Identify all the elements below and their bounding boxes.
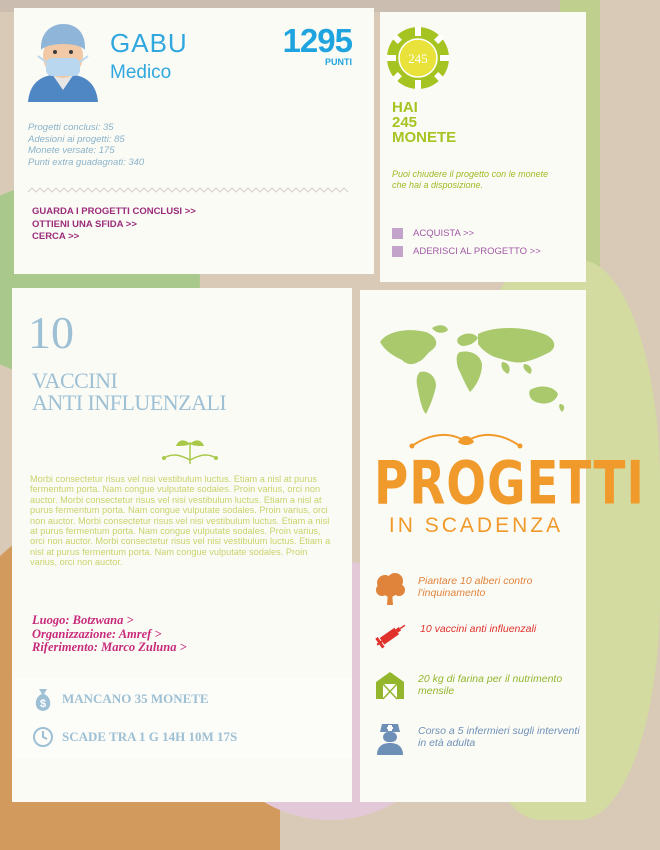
syringe-icon bbox=[374, 620, 408, 650]
coin-value: 245 bbox=[408, 51, 428, 66]
tree-icon bbox=[374, 572, 406, 606]
project-description: Morbi consectetur risus vel nisi vestibulum luctus. Etiam a nisl at purus fermentum porta. Nam congue vulputate sodales. Proin varius, orci non auctor. Morbi consectetur risus vel nisi vestibulum luctus. Etiam a nisl at purus fermentum porta. Nam congue vulputate sodales. Proin varius, orci non auctor. Morbi consectetur risus vel nisi vestibulum luctus. Etiam a nisl at purus fermentum porta. Nam congue vulputate sodales. Proin varius, orci non auctor. Morbi consectetur risus vel nisi vestibulum luctus. Etiam a nisl at purus fermentum porta. Nam congue vulputate sodales. Proin varius, orci non auctor. bbox=[30, 474, 331, 568]
buy-label: ACQUISTA >> bbox=[413, 228, 475, 239]
link-get-challenge[interactable]: OTTIENI UNA SFIDA >> bbox=[32, 218, 137, 230]
project-info bbox=[32, 614, 187, 655]
countdown-row bbox=[32, 726, 237, 748]
zigzag-divider bbox=[28, 186, 350, 194]
link-search[interactable]: CERCA >> bbox=[32, 231, 80, 242]
profile-card bbox=[14, 8, 374, 274]
money-bag-icon bbox=[32, 686, 54, 712]
expiring-projects-card bbox=[360, 290, 645, 802]
profile-links bbox=[32, 206, 196, 244]
barn-icon bbox=[374, 670, 406, 700]
reference-link[interactable]: Riferimento: Marco Zuluna > bbox=[32, 640, 187, 654]
expiring-item-text: Piantare 10 alberi contro l'inquinamento bbox=[418, 575, 533, 599]
user-name: GABU bbox=[110, 28, 188, 58]
expiring-subtitle: IN SCADENZA bbox=[388, 514, 564, 537]
link-completed-projects[interactable]: GUARDA I PROGETTI CONCLUSI >> bbox=[32, 206, 196, 217]
expiring-item-text: 10 vaccini anti influenzali bbox=[420, 623, 537, 635]
expiring-item-vaccines[interactable] bbox=[374, 620, 536, 650]
svg-text:$: $ bbox=[39, 698, 47, 710]
stat-extra-points: Punti extra guadagnati: 340 bbox=[28, 156, 145, 168]
expiring-item-text: Corso a 5 infermieri sugli interventi in età adulta bbox=[418, 725, 580, 749]
project-title-line-1: VACCINI bbox=[32, 368, 118, 393]
user-role: Medico bbox=[110, 62, 172, 83]
stat-joined: Adesioni ai progetti: 85 bbox=[28, 133, 125, 145]
expiring-item-nurses[interactable] bbox=[374, 722, 586, 756]
join-project-button[interactable] bbox=[392, 246, 541, 257]
square-bullet-icon bbox=[392, 246, 403, 257]
nurse-icon bbox=[374, 722, 406, 756]
points-label: PUNTI bbox=[325, 57, 352, 67]
clock-icon bbox=[32, 726, 54, 748]
expiring-item-text: 20 kg di farina per il nutrimento mensile bbox=[418, 673, 563, 697]
points-value: 1295 bbox=[282, 22, 352, 59]
buy-button[interactable] bbox=[392, 228, 474, 239]
stat-completed: Progetti conclusi: 35 bbox=[28, 122, 114, 133]
coins-headline-1: HAI bbox=[392, 99, 418, 116]
project-title bbox=[32, 370, 226, 414]
missing-coins-row bbox=[32, 686, 209, 712]
place-link[interactable]: Luogo: Botzwana > bbox=[32, 613, 134, 627]
coins-headline bbox=[392, 100, 456, 145]
coin-icon bbox=[386, 26, 450, 90]
project-card bbox=[12, 288, 352, 802]
project-title-line-2: ANTI INFLUENZALI bbox=[32, 390, 227, 415]
expiring-item-trees[interactable] bbox=[374, 572, 586, 606]
doctor-avatar-icon bbox=[24, 20, 102, 102]
organization-link[interactable]: Organizzazione: Amref > bbox=[32, 626, 162, 641]
expiring-title: PROGETTI bbox=[374, 449, 645, 519]
leaf-ornament-icon bbox=[160, 434, 220, 468]
countdown-text: SCADE TRA 1 G 14H 10M 17S bbox=[62, 729, 238, 744]
missing-coins-text: MANCANO 35 MONETE bbox=[62, 691, 209, 706]
stat-coins: Monete versate: 175 bbox=[28, 145, 115, 156]
square-bullet-icon bbox=[392, 228, 403, 239]
world-map-icon bbox=[374, 320, 570, 428]
coins-card bbox=[380, 12, 586, 282]
expiring-item-flour[interactable] bbox=[374, 670, 586, 700]
join-label: ADERISCI AL PROGETTO >> bbox=[413, 246, 541, 257]
coins-headline-2: 245 bbox=[392, 114, 418, 131]
points-display bbox=[283, 24, 352, 67]
coins-headline-3: MONETE bbox=[392, 129, 457, 146]
flourish-ornament-icon bbox=[406, 428, 526, 452]
coins-description: Puoi chiudere il progetto con le monete che hai a disposizione. bbox=[392, 169, 549, 190]
project-count: 10 bbox=[28, 307, 74, 358]
user-stats bbox=[28, 122, 144, 168]
